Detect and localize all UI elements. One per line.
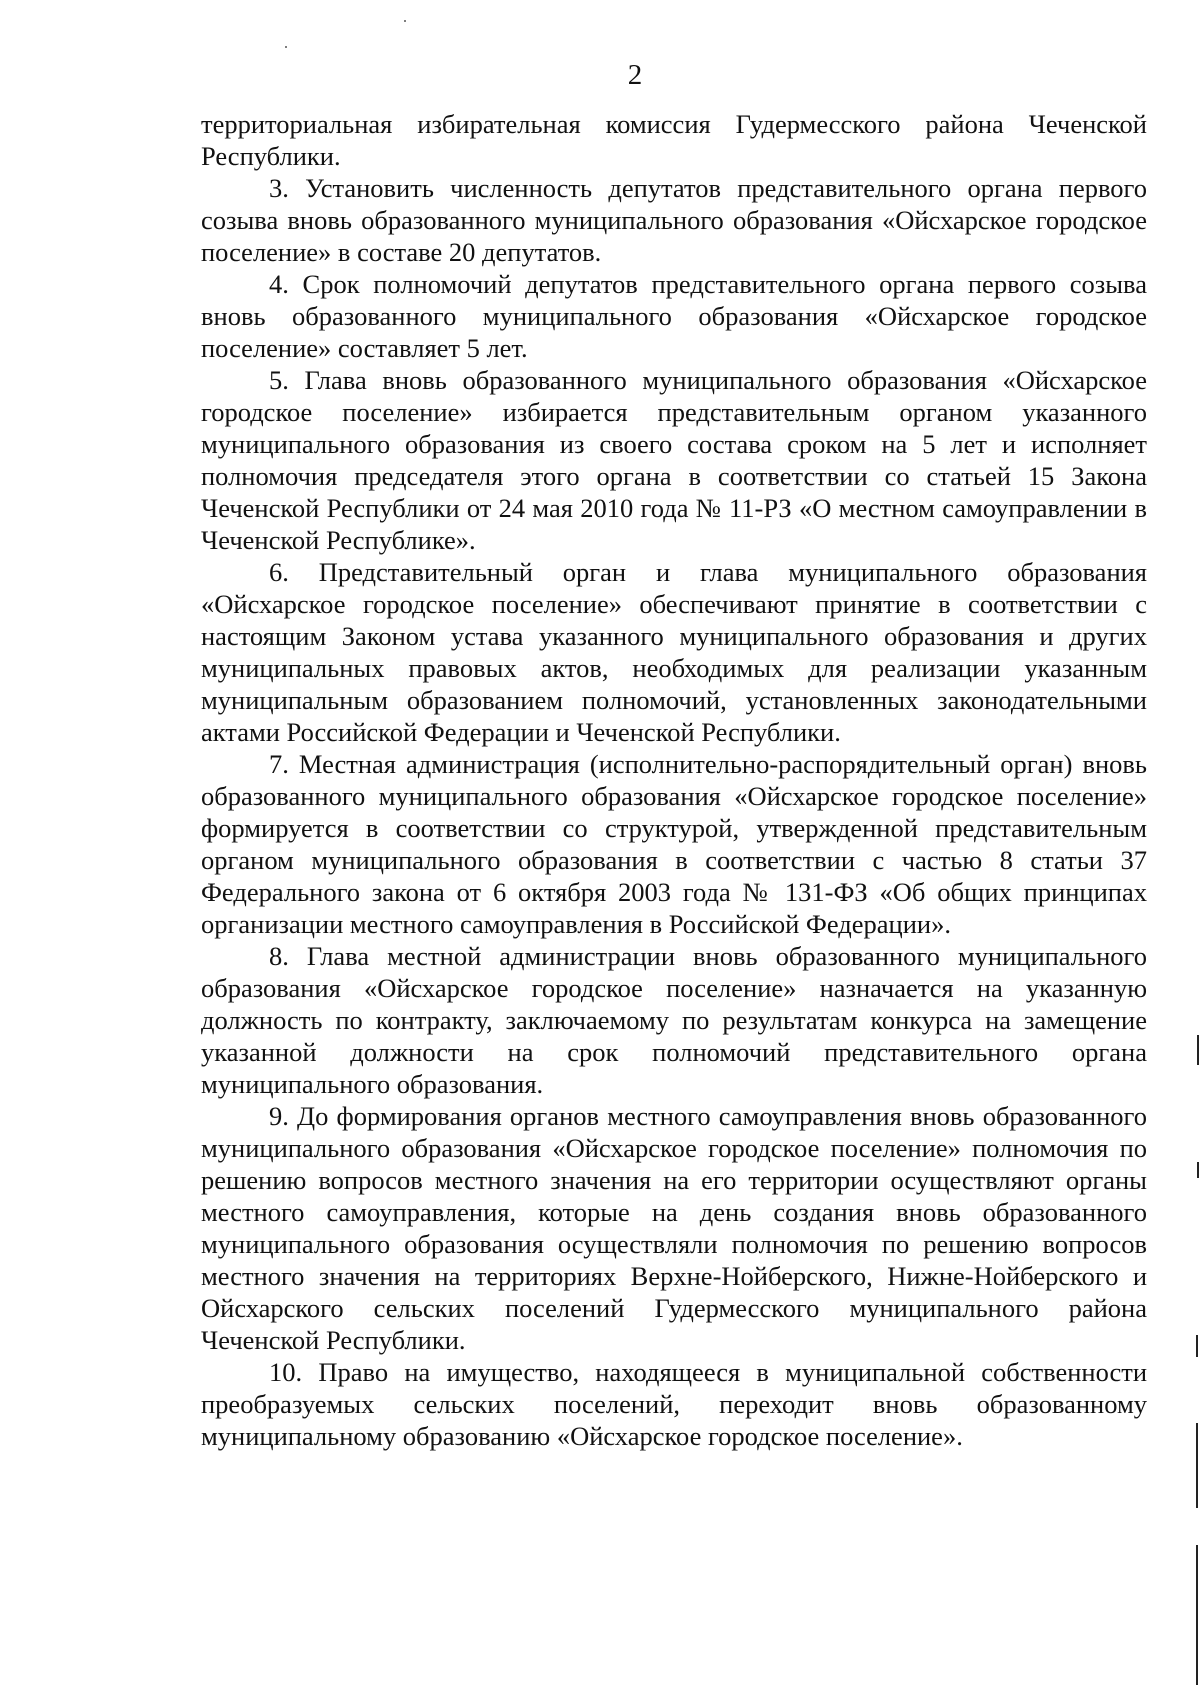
scan-speck [404, 20, 406, 22]
document-body [201, 108, 1147, 1452]
paragraph-item-8: 8. Глава местной администрации вновь образованного муниципального образования «Ойсхарское городское поселение» назначается на указанную должность по контракту, заключаемому по результатам конкурса на замещение указанной должности на срок полномочий представительного органа муниципального образования. [201, 941, 1147, 1099]
page-number: 2 [627, 59, 643, 91]
scan-speck [285, 46, 287, 48]
paragraph-item-5: 5. Глава вновь образованного муниципального образования «Ойсхарское городское поселение» избирается представительным органом указанного муниципального образования из своего состава сроком на 5 лет и исполняет полномочия председателя этого органа в соответствии со статьей 15 Закона Чеченской Республики от 24 мая 2010 года № 11-РЗ «О местном самоуправлении в Чеченской Республике». [201, 365, 1147, 555]
scan-edge-mark [1196, 1545, 1198, 1685]
paragraph-item-7: 7. Местная администрация (исполнительно-распорядительный орган) вновь образованного муниципального образования «Ойсхарское городское поселение» формируется в соответствии со структурой, утвержденной представительным органом муниципального образования в соответствии с частью 8 статьи 37 Федерального закона от 6 октября 2003 года № 131-ФЗ «Об общих принципах организации местного самоуправления в Российской Федерации». [201, 749, 1147, 939]
scan-edge-mark [1196, 1335, 1198, 1357]
paragraph-item-4: 4. Срок полномочий депутатов представительного органа первого созыва вновь образованного муниципального образования «Ойсхарское городское поселение» составляет 5 лет. [201, 269, 1147, 363]
paragraph-item-6: 6. Представительный орган и глава муниципального образования «Ойсхарское городское поселение» обеспечивают принятие в соответствии с настоящим Законом устава указанного муниципального образования и других муниципальных правовых актов, необходимых для реализации указанным муниципальным образованием полномочий, установленных законодательными актами Российской Федерации и Чеченской Республики. [201, 557, 1147, 747]
paragraph-continuation: территориальная избирательная комиссия Гудермесского района Чеченской Республики. [201, 109, 1147, 171]
paragraph-item-9: 9. До формирования органов местного самоуправления вновь образованного муниципального образования «Ойсхарское городское поселение» полномочия по решению вопросов местного значения на его территории осуществляют органы местного самоуправления, которые на день создания вновь образованного муниципального образования осуществляли полномочия по решению вопросов местного значения на территориях Верхне-Нойберского, Нижне-Нойберского и Ойсхарского сельских поселений Гудермесского муниципального района Чеченской Республики. [201, 1101, 1147, 1355]
paragraph-item-3: 3. Установить численность депутатов представительного органа первого созыва вновь образованного муниципального образования «Ойсхарское городское поселение» в составе 20 депутатов. [201, 173, 1147, 267]
scan-edge-mark [1197, 1162, 1199, 1178]
paragraph-item-10: 10. Право на имущество, находящееся в муниципальной собственности преобразуемых сельских поселений, переходит вновь образованному муниципальному образованию «Ойсхарское городское поселение». [201, 1357, 1147, 1451]
scan-edge-mark [1196, 1423, 1198, 1508]
scan-edge-mark [1197, 1035, 1199, 1065]
